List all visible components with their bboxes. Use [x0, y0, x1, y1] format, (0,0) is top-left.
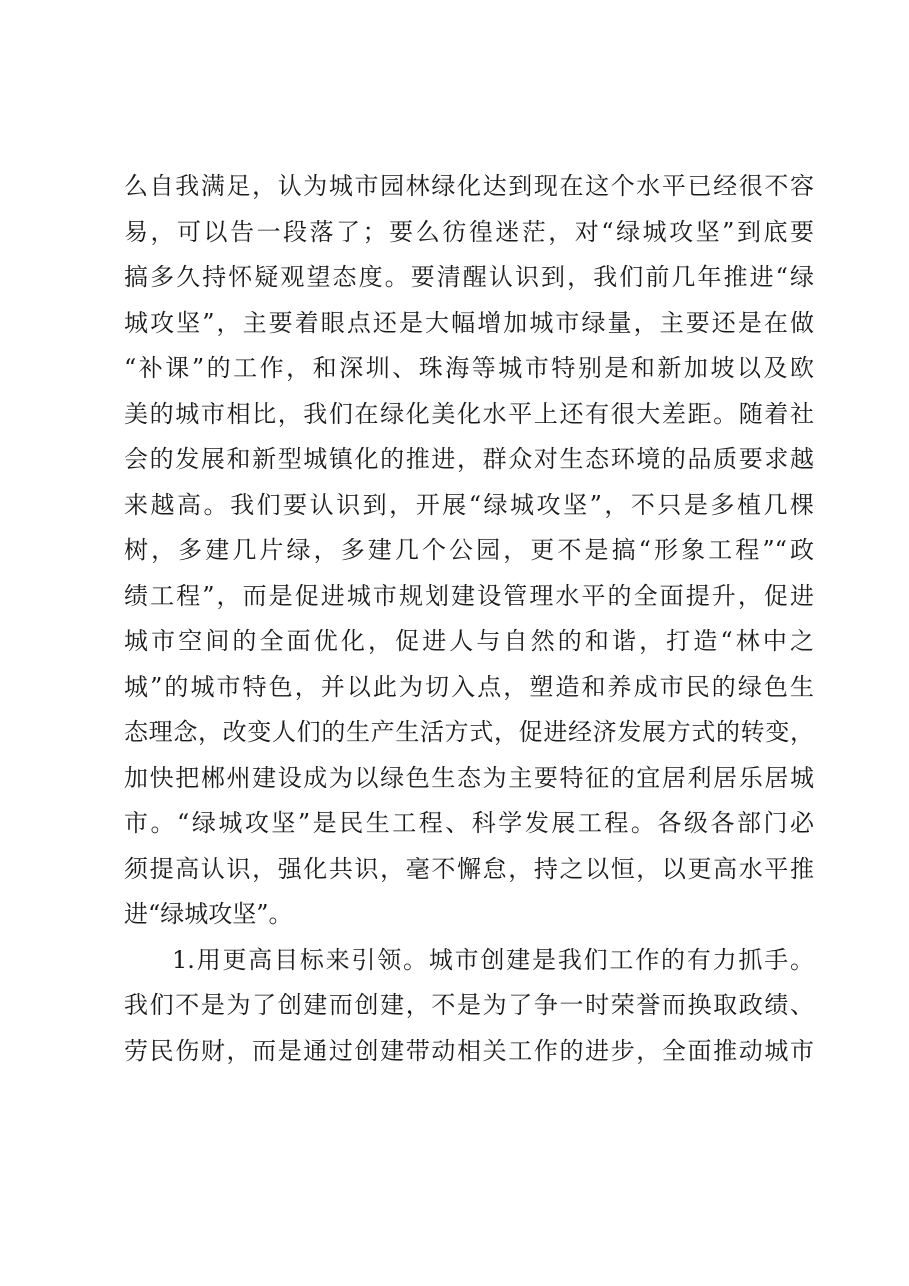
- text-line: 进“绿城攻坚”。: [124, 900, 293, 928]
- body-text: [124, 164, 814, 1074]
- text-line: “补课”的工作，和深圳、珠海等城市特别是和新加坡以及欧: [124, 354, 814, 382]
- text-line: 加快把郴州建设成为以绿色生态为主要特征的宜居利居乐居城: [124, 763, 814, 792]
- text-line: 美的城市相比，我们在绿化美化水平上还有很大差距。随着社: [124, 399, 814, 428]
- text-line: 态理念，改变人们的生产生活方式，促进经济发展方式的转变，: [124, 718, 814, 746]
- text-line: 易，可以告一段落了；要么彷徨迷茫，对“绿城攻坚”到底要: [124, 217, 814, 246]
- text-line: 1.用更高目标来引领。城市创建是我们工作的有力抓手。: [172, 945, 814, 974]
- text-line: 城市空间的全面优化，促进人与自然的和谐，打造“林中之: [124, 627, 814, 655]
- text-line: 劳民伤财，而是通过创建带动相关工作的进步，全面推动城市: [124, 1036, 814, 1065]
- text-line: 城攻坚”，主要着眼点还是大幅增加城市绿量，主要还是在做: [124, 308, 814, 337]
- text-line: 城”的城市特色，并以此为切入点，塑造和养成市民的绿色生: [124, 672, 814, 701]
- text-line: 树，多建几片绿，多建几个公园，更不是搞“形象工程”“政: [124, 536, 814, 564]
- text-line: 么自我满足，认为城市园林绿化达到现在这个水平已经很不容: [124, 172, 814, 200]
- text-line: 市。“绿城攻坚”是民生工程、科学发展工程。各级各部门必: [124, 809, 814, 837]
- text-line: 搞多久持怀疑观望态度。要清醒认识到，我们前几年推进“绿: [124, 263, 814, 291]
- text-line: 会的发展和新型城镇化的推进，群众对生态环境的品质要求越: [124, 445, 814, 473]
- text-line: 绩工程”，而是促进城市规划建设管理水平的全面提升，促进: [124, 581, 814, 610]
- text-line: 我们不是为了创建而创建，不是为了争一时荣誉而换取政绩、: [124, 991, 814, 1019]
- text-line: 须提高认识，强化共识，毫不懈怠，持之以恒，以更高水平推: [124, 854, 814, 883]
- text-line: 来越高。我们要认识到，开展“绿城攻坚”，不只是多植几棵: [124, 490, 814, 519]
